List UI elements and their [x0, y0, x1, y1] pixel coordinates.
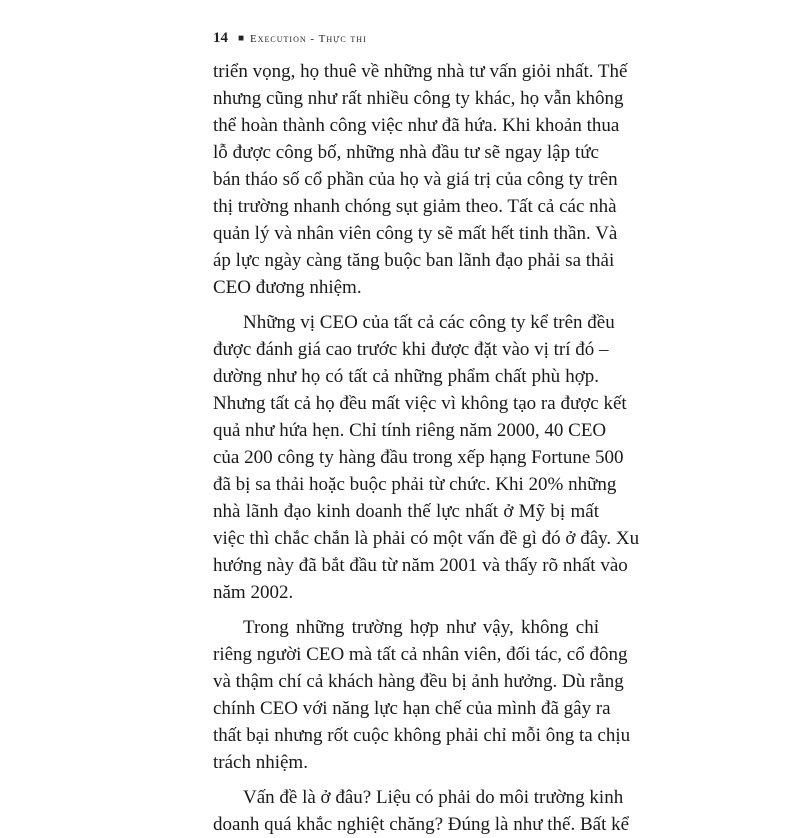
text-line: việc thì chắc chắn là phải có một vấn đề gì đó ở đây. Xu: [213, 528, 640, 549]
paragraph: [213, 614, 631, 776]
paragraph: [213, 309, 640, 606]
text-line: thể hoàn thành công việc như đã hứa. Khi khoản thua: [213, 115, 620, 136]
text-line: quả như hứa hẹn. Chỉ tính riêng năm 2000, 40 CEO: [213, 420, 607, 441]
text-line: thị trường nhanh chóng sụt giảm theo. Tất cả các nhà: [213, 196, 617, 217]
paragraph: [213, 58, 628, 301]
text-line: bán tháo số cổ phần của họ và giá trị của công ty trên: [213, 169, 618, 190]
text-line: nhưng cũng như rất nhiều công ty khác, họ vẫn không: [213, 88, 624, 109]
text-line: trách nhiệm.: [213, 752, 308, 773]
text-line: năm 2002.: [213, 582, 294, 603]
text-line: hướng này đã bắt đầu từ năm 2001 và thấy rõ nhất vào: [213, 555, 628, 576]
text-line: Những vị CEO của tất cả các công ty kể trên đều: [243, 312, 615, 333]
text-line: thất bại nhưng rốt cuộc không phải chỉ mỗi ông ta chịu: [213, 725, 631, 746]
running-header: [213, 30, 367, 47]
header-separator-icon: ■: [238, 33, 245, 44]
text-line: dường như họ có tất cả những phẩm chất phù hợp.: [213, 366, 599, 387]
text-line: Trong những trường hợp như vậy, không chỉ: [243, 617, 599, 638]
text-line: quản lý và nhân viên công ty sẽ mất hết tinh thần. Và: [213, 223, 618, 244]
text-line: doanh quá khắc nghiệt chăng? Đúng là như thế. Bất kể: [213, 814, 630, 835]
text-line: lỗ được công bố, những nhà đầu tư sẽ ngay lập tức: [213, 142, 599, 163]
text-line: triển vọng, họ thuê về những nhà tư vấn giỏi nhất. Thế: [213, 61, 628, 82]
text-line: Vấn đề là ở đâu? Liệu có phải do môi trường kinh: [243, 787, 624, 808]
page-number: 14: [213, 30, 228, 46]
text-line: chính CEO với năng lực hạn chế của mình đã gây ra: [213, 698, 611, 719]
text-line: riêng người CEO mà tất cả nhân viên, đối tác, cổ đông: [213, 644, 628, 665]
text-line: CEO đương nhiệm.: [213, 277, 362, 298]
text-line: nhà lãnh đạo kinh doanh thế lực nhất ở Mỹ bị mất: [213, 501, 599, 522]
paragraph: [213, 784, 630, 838]
text-line: của 200 công ty hàng đầu trong xếp hạng Fortune 500: [213, 447, 624, 468]
text-line: đã bị sa thải hoặc buộc phải từ chức. Khi 20% những: [213, 474, 617, 495]
page-body: [213, 58, 640, 838]
text-line: Nhưng tất cả họ đều mất việc vì không tạo ra được kết: [213, 393, 627, 414]
text-line: được đánh giá cao trước khi được đặt vào vị trí đó –: [213, 339, 609, 360]
text-line: áp lực ngày càng tăng buộc ban lãnh đạo phải sa thải: [213, 250, 615, 271]
text-line: và thậm chí cả khách hàng đều bị ảnh hưởng. Dù rằng: [213, 671, 624, 692]
running-title: Execution - Thực thi: [250, 32, 367, 45]
